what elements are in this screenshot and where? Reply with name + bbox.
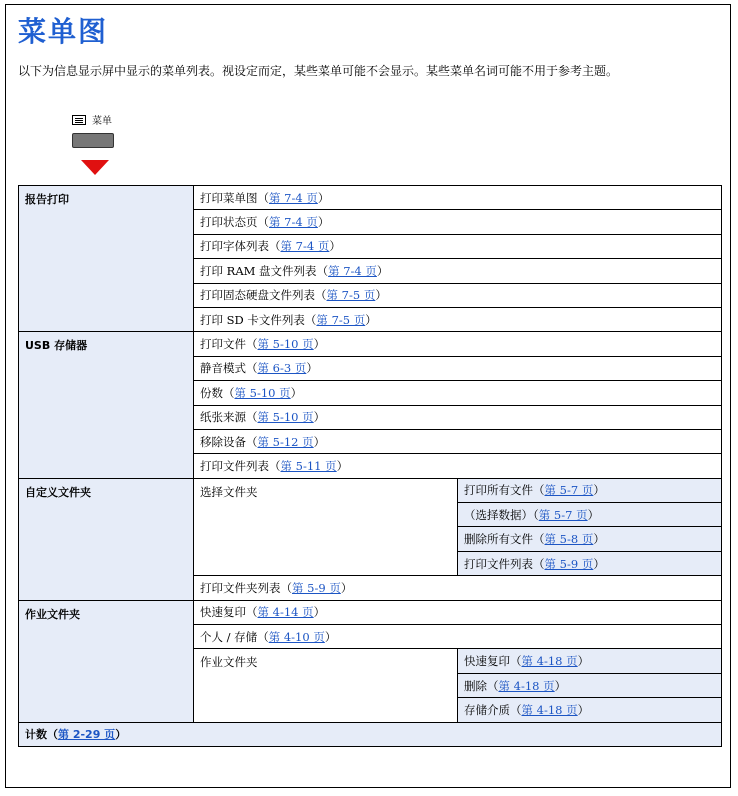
page-ref-link[interactable]: 第 7-4 页 bbox=[269, 215, 318, 230]
page-ref-link[interactable]: 第 5-11 页 bbox=[280, 458, 337, 473]
table-row bbox=[19, 332, 722, 356]
category-usb-memory: USB 存储器 bbox=[19, 332, 194, 478]
page-ref-link[interactable]: 第 5-10 页 bbox=[257, 337, 314, 352]
page-ref-link[interactable]: 第 5-7 页 bbox=[544, 483, 594, 498]
menu-item-job-box: 作业文件夹 bbox=[194, 649, 458, 722]
menu-item: 份数（第 5-10 页） bbox=[194, 381, 722, 405]
page-ref-link[interactable]: 第 4-18 页 bbox=[521, 702, 578, 717]
page-ref-link[interactable]: 第 5-9 页 bbox=[544, 556, 594, 571]
menu-item-label: 打印文件 bbox=[200, 337, 246, 352]
category-report-print: 报告打印 bbox=[19, 186, 194, 332]
menu-item: 打印固态硬盘文件列表（第 7-5 页） bbox=[194, 283, 722, 307]
page-ref-link[interactable]: 第 7-5 页 bbox=[326, 288, 376, 303]
sub-menu-item: 存储介质（第 4-18 页） bbox=[458, 698, 722, 722]
menu-item-label: 删除所有文件 bbox=[464, 532, 533, 547]
page-ref-link[interactable]: 第 4-18 页 bbox=[521, 654, 578, 669]
sub-menu-item: 删除所有文件（第 5-8 页） bbox=[458, 527, 722, 551]
menu-item-label: 打印菜单图 bbox=[200, 190, 258, 205]
menu-list-icon bbox=[72, 115, 86, 125]
menu-item-label: 打印文件列表 bbox=[464, 556, 533, 571]
menu-item: 打印文件夹列表（第 5-9 页） bbox=[194, 576, 722, 600]
menu-item-label: 打印所有文件 bbox=[464, 483, 533, 498]
page-ref-link[interactable]: 第 6-3 页 bbox=[257, 361, 307, 376]
menu-key bbox=[72, 112, 114, 148]
menu-item-label: 打印 SD 卡文件列表 bbox=[200, 312, 305, 327]
sub-menu-item: （选择数据）（第 5-7 页） bbox=[458, 503, 722, 527]
menu-item: 打印文件（第 5-10 页） bbox=[194, 332, 722, 356]
menu-item-label: 打印字体列表 bbox=[200, 239, 269, 254]
menu-item: 静音模式（第 6-3 页） bbox=[194, 356, 722, 380]
menu-item-label: 打印固态硬盘文件列表 bbox=[200, 288, 315, 303]
page-ref-link[interactable]: 第 4-10 页 bbox=[268, 629, 325, 644]
menu-map-table bbox=[18, 185, 722, 747]
menu-item-label: 打印 RAM 盘文件列表 bbox=[200, 263, 317, 278]
table-row bbox=[19, 600, 722, 624]
menu-key-label: 菜单 bbox=[92, 116, 112, 127]
page-ref-link[interactable]: 第 5-9 页 bbox=[292, 580, 341, 595]
category-counter: 计数（第 2-29 页） bbox=[19, 722, 722, 746]
menu-item-label: 纸张来源 bbox=[200, 410, 246, 425]
sub-menu-item: 打印所有文件（第 5-7 页） bbox=[458, 478, 722, 502]
menu-item-label: 打印状态页 bbox=[200, 215, 258, 230]
page-ref-link[interactable]: 第 4-14 页 bbox=[257, 605, 314, 620]
menu-item-label: 计数 bbox=[25, 728, 47, 742]
page-ref-link[interactable]: 第 7-4 页 bbox=[328, 263, 377, 278]
menu-item-label: 存储介质 bbox=[464, 702, 510, 717]
page-ref-link[interactable]: 第 5-10 页 bbox=[234, 385, 291, 400]
table-row bbox=[19, 722, 722, 746]
table-row bbox=[19, 186, 722, 210]
intro-text: 以下为信息显示屏中显示的菜单列表。视设定而定，某些菜单可能不会显示。某些菜单名词可能不用于参考主题。 bbox=[18, 64, 619, 78]
menu-button[interactable] bbox=[72, 133, 114, 148]
table-row bbox=[19, 478, 722, 502]
menu-item-label: 移除设备 bbox=[200, 434, 246, 449]
menu-item-label: 快速复印 bbox=[464, 654, 510, 669]
menu-item: 打印 SD 卡文件列表（第 7-5 页） bbox=[194, 307, 722, 331]
menu-item: 个人 / 存储（第 4-10 页） bbox=[194, 625, 722, 649]
menu-item-label: 删除 bbox=[464, 678, 487, 693]
menu-item: 打印 RAM 盘文件列表（第 7-4 页） bbox=[194, 259, 722, 283]
page-ref-link[interactable]: 第 7-4 页 bbox=[269, 190, 318, 205]
menu-item: 打印字体列表（第 7-4 页） bbox=[194, 234, 722, 258]
sub-menu-item: 快速复印（第 4-18 页） bbox=[458, 649, 722, 673]
category-job-box: 作业文件夹 bbox=[19, 600, 194, 722]
menu-item-label: 打印文件列表 bbox=[200, 458, 269, 473]
menu-item-label: 个人 / 存储 bbox=[200, 629, 258, 644]
page-ref-link[interactable]: 第 5-7 页 bbox=[538, 507, 588, 522]
menu-item-label: 份数 bbox=[200, 385, 223, 400]
down-arrow-icon bbox=[81, 160, 109, 175]
category-custom-box: 自定义文件夹 bbox=[19, 478, 194, 600]
menu-item: 移除设备（第 5-12 页） bbox=[194, 429, 722, 453]
page-ref-link[interactable]: 第 5-12 页 bbox=[257, 434, 314, 449]
menu-item: 纸张来源（第 5-10 页） bbox=[194, 405, 722, 429]
menu-item-label: 静音模式 bbox=[200, 361, 246, 376]
page-ref-link[interactable]: 第 2-29 页 bbox=[58, 728, 116, 742]
sub-menu-item: 删除（第 4-18 页） bbox=[458, 673, 722, 697]
menu-item: 打印文件列表（第 5-11 页） bbox=[194, 454, 722, 478]
menu-item-select-box: 选择文件夹 bbox=[194, 478, 458, 576]
page-ref-link[interactable]: 第 5-8 页 bbox=[544, 532, 594, 547]
menu-item-label: 打印文件夹列表 bbox=[200, 580, 281, 595]
menu-item: 打印状态页（第 7-4 页） bbox=[194, 210, 722, 234]
page-ref-link[interactable]: 第 4-18 页 bbox=[498, 678, 555, 693]
sub-menu-item: 打印文件列表（第 5-9 页） bbox=[458, 551, 722, 575]
page-title: 菜单图 bbox=[18, 15, 109, 48]
page-ref-link[interactable]: 第 7-5 页 bbox=[316, 312, 366, 327]
menu-item: 快速复印（第 4-14 页） bbox=[194, 600, 722, 624]
menu-item: 打印菜单图（第 7-4 页） bbox=[194, 186, 722, 210]
menu-item-label: （选择数据） bbox=[464, 507, 533, 522]
page-ref-link[interactable]: 第 7-4 页 bbox=[280, 239, 330, 254]
page-ref-link[interactable]: 第 5-10 页 bbox=[257, 410, 314, 425]
menu-item-label: 快速复印 bbox=[200, 605, 246, 620]
